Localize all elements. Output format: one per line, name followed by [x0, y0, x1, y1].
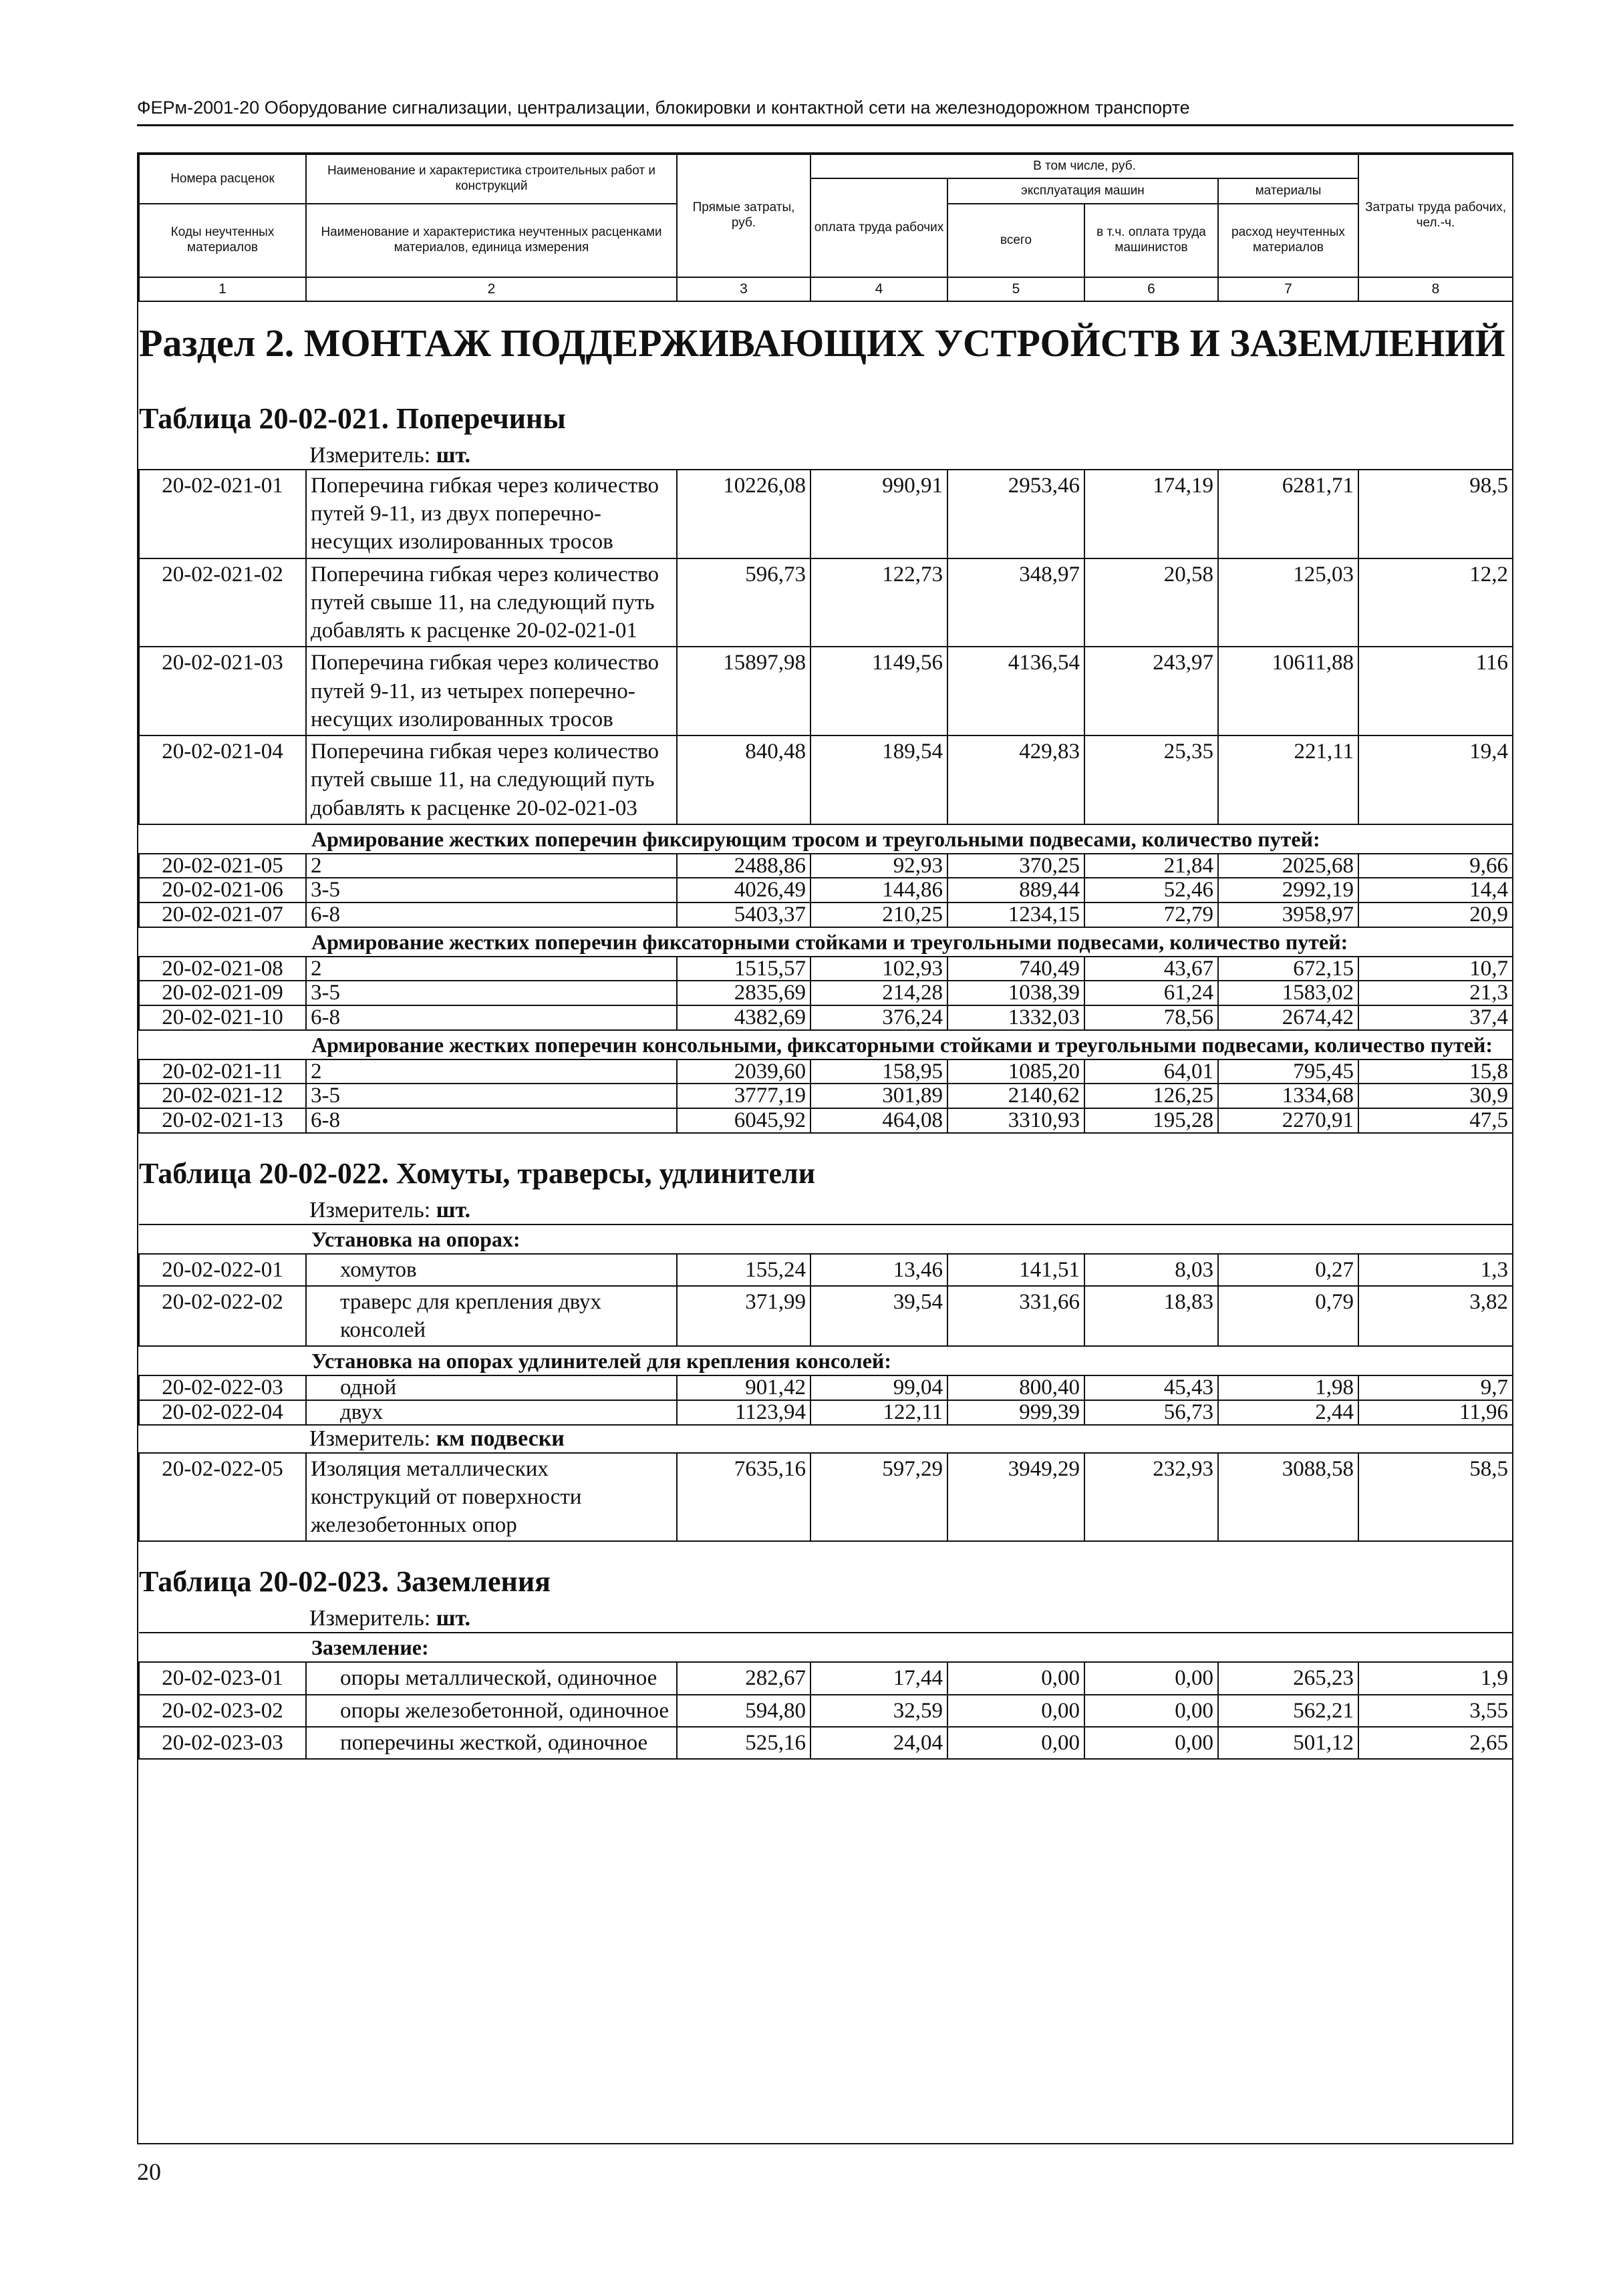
rate-value: 999,39 — [947, 1400, 1084, 1425]
rate-value: 1234,15 — [947, 903, 1084, 927]
rate-value: 331,66 — [947, 1286, 1084, 1346]
rate-code: 20-02-021-11 — [139, 1059, 306, 1084]
rate-name: 3-5 — [306, 878, 677, 903]
table-row — [139, 981, 1513, 1005]
rate-value: 3,82 — [1358, 1286, 1513, 1346]
rate-value: 61,24 — [1084, 981, 1218, 1005]
rate-code: 20-02-021-02 — [139, 558, 306, 647]
rate-value: 2,44 — [1218, 1400, 1358, 1425]
rate-code: 20-02-021-04 — [139, 735, 306, 824]
rate-code: 20-02-023-03 — [139, 1727, 306, 1759]
rate-value: 8,03 — [1084, 1254, 1218, 1286]
rate-value: 21,84 — [1084, 854, 1218, 878]
rate-value: 672,15 — [1218, 957, 1358, 981]
rate-value: 1123,94 — [677, 1400, 810, 1425]
rate-value: 596,73 — [677, 558, 810, 647]
table-row — [139, 878, 1513, 903]
col-number: 3 — [677, 277, 810, 301]
table-row — [139, 470, 1513, 558]
table-row — [139, 1727, 1513, 1759]
rate-value: 4136,54 — [947, 647, 1084, 735]
rate-code: 20-02-022-04 — [139, 1400, 306, 1425]
rate-value: 78,56 — [1084, 1005, 1218, 1030]
rate-code: 20-02-023-01 — [139, 1662, 306, 1694]
rate-value: 2488,86 — [677, 854, 810, 878]
rate-value: 214,28 — [810, 981, 947, 1005]
rate-name: 2 — [306, 854, 677, 878]
rate-value: 3310,93 — [947, 1108, 1084, 1133]
rate-value: 9,7 — [1358, 1375, 1513, 1400]
rate-code: 20-02-021-06 — [139, 878, 306, 903]
rate-value: 39,54 — [810, 1286, 947, 1346]
section-title: Раздел 2. МОНТАЖ ПОДДЕРЖИВАЮЩИХ УСТРОЙСТВ И ЗАЗЕМЛЕНИЙ — [139, 321, 1505, 365]
rate-name: хомутов — [306, 1254, 677, 1286]
meter-label: Измеритель: — [309, 443, 431, 468]
table-row — [139, 1254, 1513, 1286]
rate-value: 141,51 — [947, 1254, 1084, 1286]
rate-value: 155,24 — [677, 1254, 810, 1286]
table-row — [139, 1375, 1513, 1400]
rate-value: 7635,16 — [677, 1453, 810, 1542]
rate-value: 20,9 — [1358, 903, 1513, 927]
table-row — [139, 735, 1513, 824]
rate-value: 2,65 — [1358, 1727, 1513, 1759]
rate-value: 32,59 — [810, 1695, 947, 1727]
rate-value: 18,83 — [1084, 1286, 1218, 1346]
group-title: Армирование жестких поперечин консольными, фиксаторными стойками и треугольными подвесами, количество путей: — [311, 1032, 1493, 1057]
col-number: 6 — [1084, 277, 1218, 301]
rate-value: 144,86 — [810, 878, 947, 903]
rate-code: 20-02-021-12 — [139, 1084, 306, 1108]
meter-label: Измеритель: — [309, 1606, 431, 1631]
rate-name: Поперечина гибкая через количество путей свыше 11, на следующий путь добавлять к расценке 20-02-021-03 — [306, 735, 677, 824]
rate-value: 10226,08 — [677, 470, 810, 558]
page-header: ФЕРм-2001-20 Оборудование сигнализации, централизации, блокировки и контактной сети на железнодорожном транспорте — [137, 98, 1190, 118]
rate-name: Поперечина гибкая через количество путей 9-11, из двух поперечно-несущих изолированных тросов — [306, 470, 677, 558]
header-material-codes: Коды неучтенных материалов — [139, 204, 306, 277]
rate-value: 116 — [1358, 647, 1513, 735]
rate-value: 15897,98 — [677, 647, 810, 735]
rate-value: 17,44 — [810, 1662, 947, 1694]
rate-value: 2140,62 — [947, 1084, 1084, 1108]
rate-value: 43,67 — [1084, 957, 1218, 981]
rate-value: 14,4 — [1358, 878, 1513, 903]
rate-value: 189,54 — [810, 735, 947, 824]
rate-name: двух — [306, 1400, 677, 1425]
rate-value: 4382,69 — [677, 1005, 810, 1030]
rate-value: 125,03 — [1218, 558, 1358, 647]
rate-value: 301,89 — [810, 1084, 947, 1108]
rate-value: 6281,71 — [1218, 470, 1358, 558]
rate-value: 376,24 — [810, 1005, 947, 1030]
rate-value: 889,44 — [947, 878, 1084, 903]
rate-value: 12,2 — [1358, 558, 1513, 647]
header-rule — [137, 124, 1513, 126]
header-labor: Затраты труда рабочих, чел.-ч. — [1358, 154, 1513, 277]
table-row — [139, 1084, 1513, 1108]
header-materials: материалы — [1218, 178, 1358, 204]
table-row — [139, 854, 1513, 878]
rate-value: 24,04 — [810, 1727, 947, 1759]
rate-value: 3088,58 — [1218, 1453, 1358, 1542]
rate-value: 47,5 — [1358, 1108, 1513, 1133]
rate-value: 174,19 — [1084, 470, 1218, 558]
header-incl: В том числе, руб. — [810, 154, 1358, 178]
rate-value: 221,11 — [1218, 735, 1358, 824]
rate-value: 2270,91 — [1218, 1108, 1358, 1133]
rate-value: 11,96 — [1358, 1400, 1513, 1425]
table-header — [139, 154, 1513, 301]
table-row — [139, 957, 1513, 981]
header-material-name: Наименование и характеристика неучтенных расценками материалов, единица измерения — [306, 204, 677, 277]
rate-value: 37,4 — [1358, 1005, 1513, 1030]
rate-value: 0,00 — [1084, 1727, 1218, 1759]
rate-code: 20-02-021-13 — [139, 1108, 306, 1133]
rate-value: 501,12 — [1218, 1727, 1358, 1759]
rate-value: 265,23 — [1218, 1662, 1358, 1694]
rate-value: 9,66 — [1358, 854, 1513, 878]
rate-value: 15,8 — [1358, 1059, 1513, 1084]
header-machines-total: всего — [947, 204, 1084, 277]
rate-value: 740,49 — [947, 957, 1084, 981]
rate-value: 1515,57 — [677, 957, 810, 981]
rate-name: Поперечина гибкая через количество путей свыше 11, на следующий путь добавлять к расценке 20-02-021-01 — [306, 558, 677, 647]
header-machinist-wages: в т.ч. оплата труда машинистов — [1084, 204, 1218, 277]
rate-value: 1,3 — [1358, 1254, 1513, 1286]
group-title: Установка на опорах удлинителей для крепления консолей: — [311, 1349, 891, 1373]
rate-value: 282,67 — [677, 1662, 810, 1694]
rate-code: 20-02-022-03 — [139, 1375, 306, 1400]
rate-value: 56,73 — [1084, 1400, 1218, 1425]
rate-value: 0,79 — [1218, 1286, 1358, 1346]
rate-value: 0,27 — [1218, 1254, 1358, 1286]
rate-code: 20-02-023-02 — [139, 1695, 306, 1727]
header-name: Наименование и характеристика строительных работ и конструкций — [306, 154, 677, 204]
rate-value: 429,83 — [947, 735, 1084, 824]
rate-name: Изоляция металлических конструкций от поверхности железобетонных опор — [306, 1453, 677, 1542]
rate-value: 2674,42 — [1218, 1005, 1358, 1030]
rate-value: 464,08 — [810, 1108, 947, 1133]
rate-name: 3-5 — [306, 1084, 677, 1108]
rate-value: 6045,92 — [677, 1108, 810, 1133]
rate-name: 2 — [306, 957, 677, 981]
rate-name: опоры металлической, одиночное — [306, 1662, 677, 1694]
rate-value: 10611,88 — [1218, 647, 1358, 735]
header-direct-costs: Прямые затраты, руб. — [677, 154, 810, 277]
rate-value: 99,04 — [810, 1375, 947, 1400]
rate-value: 2835,69 — [677, 981, 810, 1005]
meter-22 — [139, 1197, 1513, 1224]
rate-code: 20-02-021-09 — [139, 981, 306, 1005]
meter-22b — [139, 1425, 1513, 1453]
table-body — [139, 301, 1513, 470]
rate-name: 6-8 — [306, 903, 677, 927]
rate-value: 52,46 — [1084, 878, 1218, 903]
rate-value: 195,28 — [1084, 1108, 1218, 1133]
table-row — [139, 1108, 1513, 1133]
rate-value: 901,42 — [677, 1375, 810, 1400]
page-number: 20 — [137, 2158, 161, 2185]
rate-code: 20-02-021-05 — [139, 854, 306, 878]
rate-value: 1583,02 — [1218, 981, 1358, 1005]
rate-value: 0,00 — [947, 1695, 1084, 1727]
rate-value: 3777,19 — [677, 1084, 810, 1108]
rate-value: 3949,29 — [947, 1453, 1084, 1542]
rate-value: 102,93 — [810, 957, 947, 981]
col-number: 4 — [810, 277, 947, 301]
rate-value: 594,80 — [677, 1695, 810, 1727]
group-title: Армирование жестких поперечин фиксаторными стойками и треугольными подвесами, количество путей: — [311, 929, 1348, 954]
table-row — [139, 1662, 1513, 1694]
rate-value: 210,25 — [810, 903, 947, 927]
meter-23 — [139, 1605, 1513, 1633]
rates-table — [138, 154, 1513, 1760]
rate-code: 20-02-021-03 — [139, 647, 306, 735]
header-codes: Номера расценок — [139, 154, 306, 204]
rate-value: 348,97 — [947, 558, 1084, 647]
table-row — [139, 647, 1513, 735]
group-title: Установка на опорах: — [139, 1224, 1513, 1254]
rate-value: 562,21 — [1218, 1695, 1358, 1727]
table-row — [139, 1695, 1513, 1727]
rate-value: 232,93 — [1084, 1453, 1218, 1542]
rate-name: 3-5 — [306, 981, 677, 1005]
rate-value: 1149,56 — [810, 647, 947, 735]
header-wages: оплата труда рабочих — [810, 178, 947, 277]
rate-value: 72,79 — [1084, 903, 1218, 927]
rate-value: 2953,46 — [947, 470, 1084, 558]
rate-value: 158,95 — [810, 1059, 947, 1084]
rate-value: 840,48 — [677, 735, 810, 824]
rate-value: 795,45 — [1218, 1059, 1358, 1084]
rate-value: 3,55 — [1358, 1695, 1513, 1727]
rate-value: 597,29 — [810, 1453, 947, 1542]
rate-code: 20-02-021-07 — [139, 903, 306, 927]
meter-unit: км подвески — [436, 1426, 565, 1451]
rate-value: 64,01 — [1084, 1059, 1218, 1084]
rate-value: 3958,97 — [1218, 903, 1358, 927]
rate-code: 20-02-022-01 — [139, 1254, 306, 1286]
table-row — [139, 1453, 1513, 1542]
table-row — [139, 1286, 1513, 1346]
col-number: 8 — [1358, 277, 1513, 301]
rate-code: 20-02-021-08 — [139, 957, 306, 981]
rate-name: 6-8 — [306, 1108, 677, 1133]
table-title-23: Таблица 20-02-023. Заземления — [139, 1565, 551, 1599]
table-row — [139, 1400, 1513, 1425]
rate-value: 13,46 — [810, 1254, 947, 1286]
table-row — [139, 1059, 1513, 1084]
rate-value: 58,5 — [1358, 1453, 1513, 1542]
rate-value: 1334,68 — [1218, 1084, 1358, 1108]
rate-name: траверс для крепления двух консолей — [306, 1286, 677, 1346]
rate-name: 2 — [306, 1059, 677, 1084]
rate-name: 6-8 — [306, 1005, 677, 1030]
rate-value: 1332,03 — [947, 1005, 1084, 1030]
rate-value: 1038,39 — [947, 981, 1084, 1005]
meter-label: Измеритель: — [309, 1426, 431, 1451]
col-number: 7 — [1218, 277, 1358, 301]
rate-value: 122,73 — [810, 558, 947, 647]
rate-value: 0,00 — [947, 1662, 1084, 1694]
table-title-22: Таблица 20-02-022. Хомуты, траверсы, удлинители — [139, 1156, 816, 1190]
rate-code: 20-02-021-10 — [139, 1005, 306, 1030]
rate-value: 371,99 — [677, 1286, 810, 1346]
rate-value: 19,4 — [1358, 735, 1513, 824]
rate-value: 30,9 — [1358, 1084, 1513, 1108]
col-number: 5 — [947, 277, 1084, 301]
meter-unit: шт. — [436, 1197, 471, 1222]
rate-value: 2992,19 — [1218, 878, 1358, 903]
rate-value: 122,11 — [810, 1400, 947, 1425]
rate-value: 25,35 — [1084, 735, 1218, 824]
rate-value: 0,00 — [1084, 1695, 1218, 1727]
rate-name: одной — [306, 1375, 677, 1400]
rate-value: 20,58 — [1084, 558, 1218, 647]
rate-code: 20-02-021-01 — [139, 470, 306, 558]
rate-value: 1085,20 — [947, 1059, 1084, 1084]
rate-value: 4026,49 — [677, 878, 810, 903]
rate-name: Поперечина гибкая через количество путей 9-11, из четырех поперечно-несущих изолированных тросов — [306, 647, 677, 735]
meter-unit: шт. — [436, 443, 471, 468]
meter-unit: шт. — [436, 1606, 471, 1631]
rate-value: 1,98 — [1218, 1375, 1358, 1400]
rate-value: 5403,37 — [677, 903, 810, 927]
rate-value: 243,97 — [1084, 647, 1218, 735]
header-machines: эксплуатация машин — [947, 178, 1218, 204]
document-frame — [137, 152, 1513, 2144]
rate-code: 20-02-022-05 — [139, 1453, 306, 1542]
table-row — [139, 1005, 1513, 1030]
rate-value: 126,25 — [1084, 1084, 1218, 1108]
rate-value: 525,16 — [677, 1727, 810, 1759]
rate-value: 45,43 — [1084, 1375, 1218, 1400]
rate-value: 2039,60 — [677, 1059, 810, 1084]
rate-value: 2025,68 — [1218, 854, 1358, 878]
rate-value: 990,91 — [810, 470, 947, 558]
rate-value: 370,25 — [947, 854, 1084, 878]
rate-value: 98,5 — [1358, 470, 1513, 558]
group-title: Заземление: — [139, 1633, 1513, 1662]
col-number: 2 — [306, 277, 677, 301]
rate-value: 800,40 — [947, 1375, 1084, 1400]
table-title-21: Таблица 20-02-021. Поперечины — [139, 402, 566, 435]
rate-name: поперечины жесткой, одиночное — [306, 1727, 677, 1759]
rate-value: 1,9 — [1358, 1662, 1513, 1694]
rate-value: 21,3 — [1358, 981, 1513, 1005]
rate-value: 0,00 — [1084, 1662, 1218, 1694]
col-number: 1 — [139, 277, 306, 301]
group-title: Армирование жестких поперечин фиксирующим тросом и треугольными подвесами, количество путей: — [139, 824, 1513, 854]
rate-value: 0,00 — [947, 1727, 1084, 1759]
table-row — [139, 558, 1513, 647]
rate-name: опоры железобетонной, одиночное — [306, 1695, 677, 1727]
table-row — [139, 903, 1513, 927]
meter-21 — [139, 442, 1513, 470]
meter-label: Измеритель: — [309, 1197, 431, 1222]
rate-value: 92,93 — [810, 854, 947, 878]
header-material-usage: расход неучтенных материалов — [1218, 204, 1358, 277]
rate-code: 20-02-022-02 — [139, 1286, 306, 1346]
rate-value: 10,7 — [1358, 957, 1513, 981]
